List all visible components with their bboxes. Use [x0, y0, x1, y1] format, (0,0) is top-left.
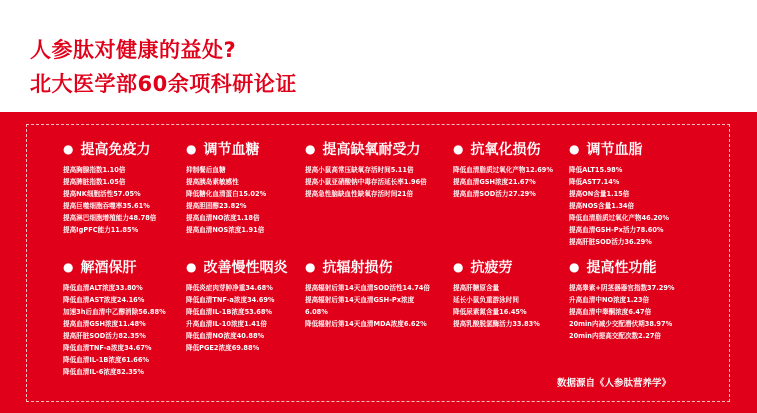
list-item: 抑制餐后血糖 [186, 166, 226, 174]
section-title: 抗氧化损伤 [470, 142, 541, 158]
section-radiation [305, 258, 430, 330]
header [0, 0, 757, 112]
list-item: 20min内减少交配潜伏期38.97% [569, 320, 673, 328]
list-item: 提高血清SOD活力27.29% [453, 190, 536, 198]
bullet-icon: ● [453, 142, 464, 156]
section-blood-sugar [186, 140, 266, 236]
section-title: 抗辐射损伤 [322, 260, 393, 276]
list-item: 提高小鼠亚硝酸钠中毒存活延长率1.96倍 [305, 178, 427, 186]
bullet-icon: ● [569, 260, 580, 274]
list-item: 提高血清NOS浓度1.91倍 [186, 226, 265, 234]
list-item: 降低血清TNF-a浓度34.69% [186, 296, 275, 304]
list-item: 提高胰岛素敏感性 [186, 178, 239, 186]
list-item: 提高胸腺指数1.10倍 [63, 166, 126, 174]
list-item: 降低血清IL-1B浓度61.66% [63, 356, 150, 364]
bullet-icon: ● [63, 260, 74, 274]
bullet-icon: ● [186, 142, 197, 156]
list-item: 提高乳酸脱氢酶活力33.83% [453, 320, 540, 328]
list-item: 加速3h后血清中乙醇消除56.88% [63, 308, 166, 316]
source-note: 数据源自《人参肽营养学》 [557, 378, 672, 389]
list-item: 降低辐射后第14天血清MDA浓度6.62% [305, 320, 427, 328]
list-item: 提高胆固醇23.82% [186, 202, 247, 210]
list-item: 提高血清GSH浓度21.67% [453, 178, 536, 186]
section-sexual-function [569, 258, 675, 342]
section-hypoxia-tolerance [305, 140, 427, 200]
list-item: 提高睾素+阴茎器器官指数37.29% [569, 284, 675, 292]
list-item: 提高IgPFC能力11.85% [63, 226, 139, 234]
section-pharyngitis [186, 258, 287, 354]
section-title: 调节血脂 [586, 142, 643, 158]
section-liver-protection [63, 258, 166, 378]
list-item: 提高脾脏指数1.05倍 [63, 178, 126, 186]
list-item: 降低血清脂质过氧化产物12.69% [453, 166, 553, 174]
page-subtitle: 北大医学部60余项科研论证 [30, 72, 297, 96]
bullet-icon: ● [453, 260, 464, 274]
list-item: 提高血清GSH-Px活力78.60% [569, 226, 664, 234]
page-title: 人参肽对健康的益处? [30, 38, 237, 62]
list-item: 降低糖化血清蛋白15.02% [186, 190, 267, 198]
list-item: 提高NOS含量1.34倍 [569, 202, 635, 210]
list-item: 降低血清TNF-a浓度34.67% [63, 344, 152, 352]
section-title: 提高缺氧耐受力 [322, 142, 421, 158]
list-item: 提高血清NO浓度1.18倍 [186, 214, 260, 222]
list-item: 提高肝脏SOD活力82.35% [63, 332, 146, 340]
bullet-icon: ● [63, 142, 74, 156]
list-item: 降低ALT15.98% [569, 166, 623, 174]
section-title: 改善慢性咽炎 [203, 260, 288, 276]
list-item: 提高巨噬细胞吞噬率35.61% [63, 202, 150, 210]
bullet-icon: ● [305, 142, 316, 156]
section-blood-lipids [569, 140, 669, 248]
section-title: 提高性功能 [586, 260, 657, 276]
list-item: 提高辐射后第14天血清GSH-Px浓度 [305, 296, 415, 304]
list-item: 降低血清脂质过氧化产物46.20% [569, 214, 669, 222]
list-item: 降低血清IL-6浓度82.35% [63, 368, 145, 376]
list-item: 6.08% [305, 308, 328, 316]
list-item: 提高淋巴细胞增殖能力48.78倍 [63, 214, 157, 222]
section-title: 提高免疫力 [80, 142, 151, 158]
list-item: 20min内提高交配次数2.27倍 [569, 332, 662, 340]
list-item: 升高血清中NO浓度1.23倍 [569, 296, 650, 304]
list-item: 降低PGE2浓度69.88% [186, 344, 260, 352]
section-antioxidant [453, 140, 553, 200]
list-item: 升高血清IL-10浓度1.41倍 [186, 320, 267, 328]
list-item: 提高辐射后第14天血清SOD活性14.74倍 [305, 284, 430, 292]
section-title: 抗疲劳 [470, 260, 513, 276]
list-item: 提高肝糖原含量 [453, 284, 500, 292]
list-item: 提高血清中睾酮浓度6.47倍 [569, 308, 652, 316]
list-item: 提高小鼠高常压缺氧存活时间5.11倍 [305, 166, 414, 174]
section-anti-fatigue [453, 258, 540, 330]
list-item: 降低AST7.14% [569, 178, 620, 186]
list-item: 降低血清IL-1B浓度53.68% [186, 308, 273, 316]
list-item: 降低尿素氮含量16.45% [453, 308, 527, 316]
list-item: 提高NK细胞活性57.05% [63, 190, 141, 198]
bullet-icon: ● [569, 142, 580, 156]
section-immunity [63, 140, 156, 236]
list-item: 提高血清GSH浓度11.48% [63, 320, 146, 328]
list-item: 降低血清ALT浓度33.80% [63, 284, 143, 292]
list-item: 提高肝脏SOD活力36.29% [569, 238, 652, 246]
bullet-icon: ● [186, 260, 197, 274]
list-item: 提高ON含量1.15倍 [569, 190, 630, 198]
list-item: 降低血清AST浓度24.16% [63, 296, 145, 304]
list-item: 提高急性脑缺血性缺氧存活时间21倍 [305, 190, 414, 198]
list-item: 降低血清NO浓度40.88% [186, 332, 265, 340]
bullet-icon: ● [305, 260, 316, 274]
section-title: 解酒保肝 [80, 260, 137, 276]
section-title: 调节血糖 [203, 142, 260, 158]
list-item: 延长小鼠负重游泳时间 [453, 296, 519, 304]
list-item: 降低炎症肉芽肿净重34.68% [186, 284, 273, 292]
